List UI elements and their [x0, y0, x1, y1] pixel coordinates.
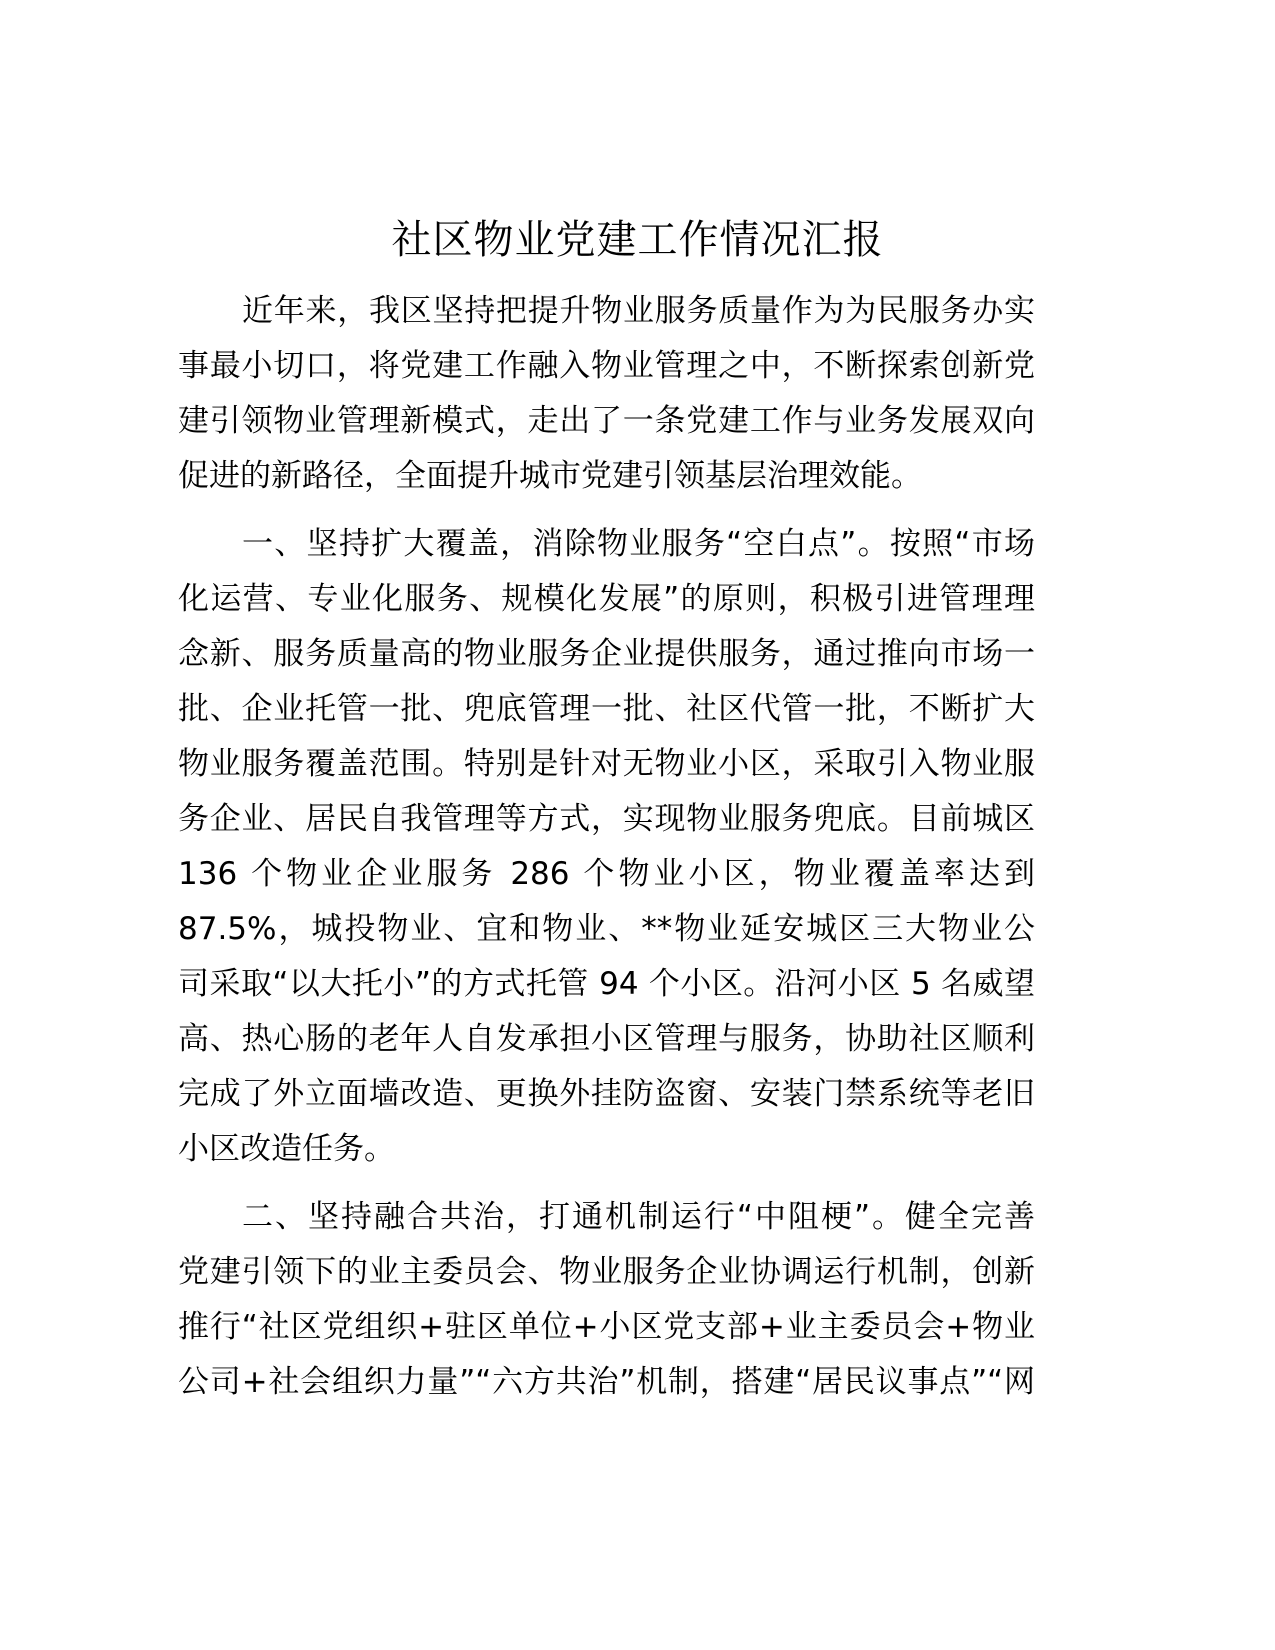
text-line: 完成了外立面墙改造、更换外挂防盗窗、安装门禁系统等老旧: [178, 1076, 1035, 1112]
document-title: 社区物业党建工作情况汇报: [391, 217, 884, 263]
text-line: 念新、服务质量高的物业服务企业提供服务，通过推向市场一: [178, 636, 1035, 672]
text-line: 司采取“以大托小”的方式托管 94 个小区。沿河小区 5 名威望: [178, 966, 1035, 1002]
paragraph: [178, 284, 1035, 504]
text-line: 87.5%，城投物业、宜和物业、**物业延安城区三大物业公: [178, 911, 1035, 947]
text-line: 事最小切口，将党建工作融入物业管理之中，不断探索创新党: [178, 348, 1035, 384]
text-line: 党建引领下的业主委员会、物业服务企业协调运行机制，创新: [178, 1254, 1035, 1290]
text-line: 物业服务覆盖范围。特别是针对无物业小区，采取引入物业服: [178, 746, 1035, 782]
text-line: 136 个物业企业服务 286 个物业小区，物业覆盖率达到: [178, 856, 1035, 892]
text-line: 二、坚持融合共治，打通机制运行“中阻梗”。健全完善: [242, 1199, 1035, 1235]
text-line: 近年来，我区坚持把提升物业服务质量作为为民服务办实: [242, 293, 1035, 329]
text-line: 批、企业托管一批、兜底管理一批、社区代管一批，不断扩大: [178, 691, 1035, 727]
text-line: 建引领物业管理新模式，走出了一条党建工作与业务发展双向: [178, 403, 1035, 439]
text-line: 公司+社会组织力量”“六方共治”机制，搭建“居民议事点”“网: [178, 1364, 1035, 1400]
paragraph: [178, 1190, 1035, 1410]
text-line: 促进的新路径，全面提升城市党建引领基层治理效能。: [178, 458, 922, 494]
text-line: 推行“社区党组织+驻区单位+小区党支部+业主委员会+物业: [178, 1309, 1035, 1345]
text-line: 高、热心肠的老年人自发承担小区管理与服务，协助社区顺利: [178, 1021, 1035, 1057]
text-line: 务企业、居民自我管理等方式，实现物业服务兜底。目前城区: [178, 801, 1035, 837]
text-line: 小区改造任务。: [178, 1131, 395, 1167]
document-body: [178, 284, 1035, 1423]
text-line: 化运营、专业化服务、规模化发展”的原则，积极引进管理理: [178, 581, 1035, 617]
text-line: 一、坚持扩大覆盖，消除物业服务“空白点”。按照“市场: [242, 526, 1035, 562]
paragraph: [178, 517, 1035, 1177]
